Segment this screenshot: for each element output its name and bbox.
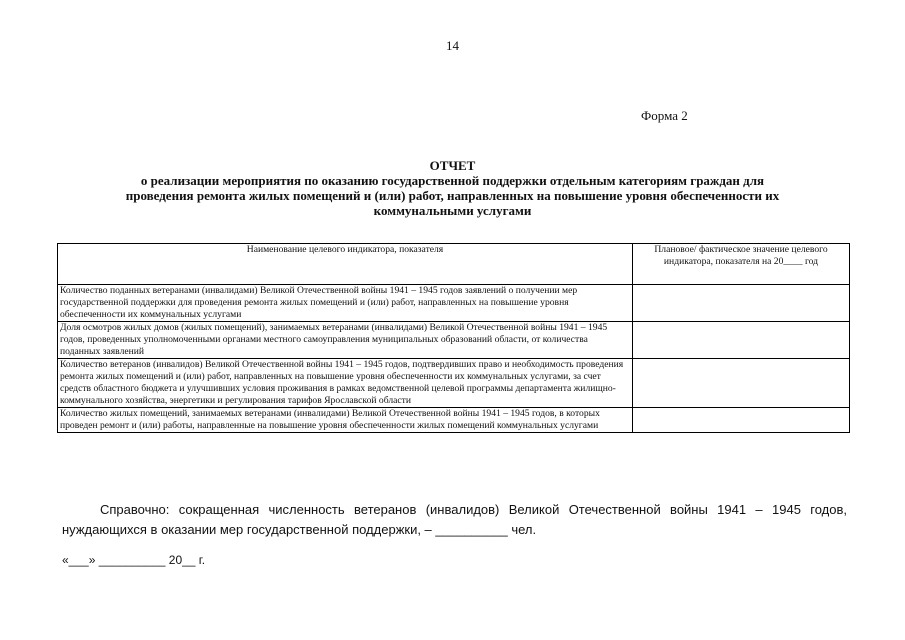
table-row [58, 408, 850, 433]
indicator-cell: Доля осмотров жилых домов (жилых помещений), занимаемых ветеранами (инвалидами) Великой Отечественной войны 1941 – 1945 годов, проведенных уполномоченными органами местного самоуправления муниципальных образований области, от количества поданных заявлений [58, 322, 633, 359]
table-row [58, 285, 850, 322]
title-line-1: ОТЧЕТ [429, 158, 476, 173]
indicator-table [57, 243, 850, 433]
table-row [58, 359, 850, 408]
title-line-3: проведения ремонта жилых помещений и (или) работ, направленных на повышение уровня обеспеченности их [125, 188, 780, 203]
header-indicator-value: Плановое/ фактическое значение целевого индикатора, показателя на 20____ год [633, 244, 850, 285]
value-cell[interactable] [633, 285, 850, 322]
value-cell[interactable] [633, 322, 850, 359]
page-number: 14 [446, 38, 459, 53]
date-line: «___» __________ 20__ г. [62, 553, 206, 567]
table-row [58, 322, 850, 359]
title-line-2: о реализации мероприятия по оказанию государственной поддержки отдельным категориям граждан для [140, 173, 765, 188]
report-title [60, 158, 845, 218]
table-header-row [58, 244, 850, 285]
form-label: Форма 2 [641, 108, 688, 123]
indicator-cell: Количество ветеранов (инвалидов) Великой Отечественной войны 1941 – 1945 годов, подтвердивших право и необходимость проведения ремонта жилых помещений и (или) работ, направленных на повышение уровня обеспеченности их коммунальных услугами, за счет средств областного бюджета и улучшивших условия проживания в рамках ведомственной целевой программы департамента жилищно-коммунального хозяйства, энергетики и регулирования тарифов Ярославской области [58, 359, 633, 408]
title-line-4: коммунальными услугами [373, 203, 532, 218]
reference-note: Справочно: сокращенная численность ветеранов (инвалидов) Великой Отечественной войны 1941 – 1945 годов, нуждающихся в оказании мер государственной поддержки, – __________ чел. [62, 502, 847, 537]
value-cell[interactable] [633, 408, 850, 433]
indicator-cell: Количество жилых помещений, занимаемых ветеранами (инвалидами) Великой Отечественной войны 1941 – 1945 годов, в которых проведен ремонт и (или) работы, направленные на повышение уровня обеспеченности жилых помещений коммунальных услугами [58, 408, 633, 433]
value-cell[interactable] [633, 359, 850, 408]
header-indicator-name: Наименование целевого индикатора, показателя [58, 244, 633, 285]
indicator-cell: Количество поданных ветеранами (инвалидами) Великой Отечественной войны 1941 – 1945 годов заявлений о получении мер государственной поддержки для проведения ремонта жилых помещений и (или) работ, направленных на повышение уровня обеспеченности их коммунальных услугами [58, 285, 633, 322]
